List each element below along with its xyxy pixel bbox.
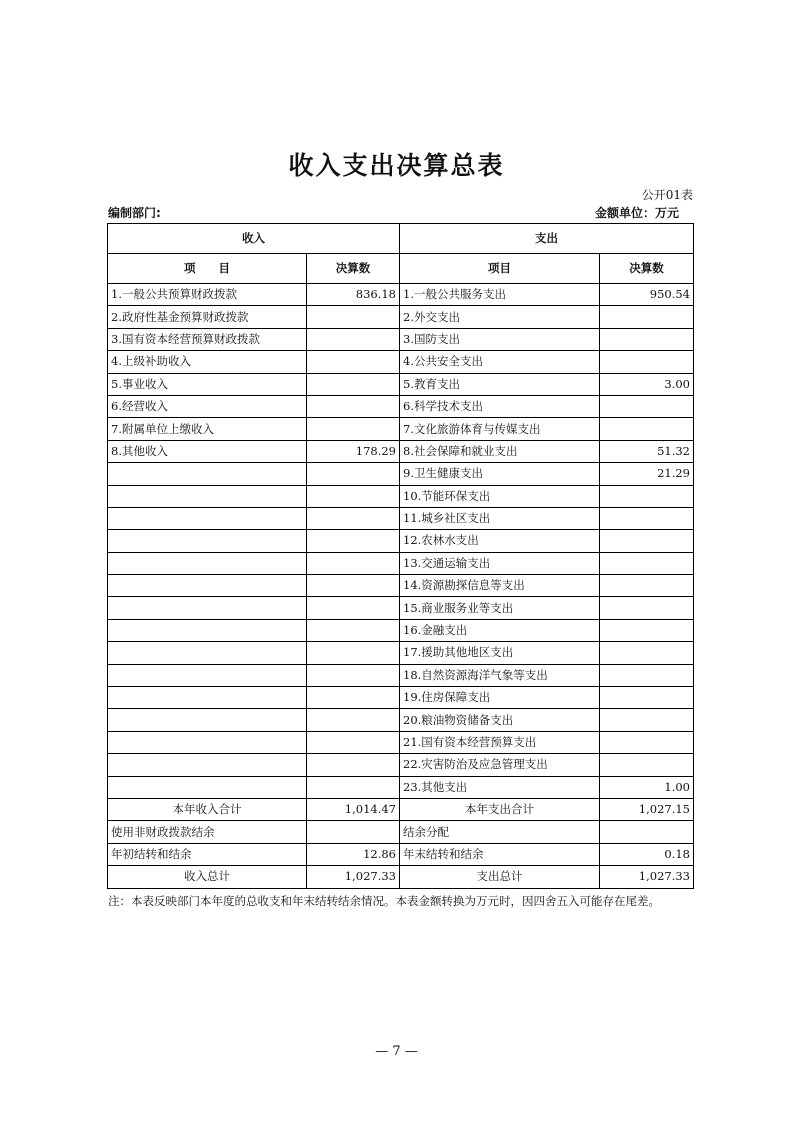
expense-amount-cell: 950.54: [600, 284, 694, 306]
expense-item-cell: 20.粮油物资储备支出: [400, 709, 600, 731]
table-row: [108, 597, 694, 619]
expense-amount-cell: [600, 709, 694, 731]
income-amount-cell: [307, 507, 400, 529]
table-row: [108, 485, 694, 507]
income-item-cell: 2.政府性基金预算财政拨款: [108, 306, 307, 328]
income-item-cell: 年初结转和结余: [108, 843, 307, 865]
expense-item-cell: 12.农林水支出: [400, 530, 600, 552]
expense-item-cell: 结余分配: [400, 821, 600, 843]
expense-item-cell: 10.节能环保支出: [400, 485, 600, 507]
expense-amount-cell: [600, 306, 694, 328]
income-amount-cell: 12.86: [307, 843, 400, 865]
expense-amount-cell: [600, 530, 694, 552]
income-amount-cell: [307, 776, 400, 798]
expense-amount-cell: [600, 485, 694, 507]
table-row: [108, 552, 694, 574]
income-amount-cell: 178.29: [307, 440, 400, 462]
income-item-cell: 6.经营收入: [108, 395, 307, 417]
table-row: [108, 418, 694, 440]
income-item-cell: 使用非财政拨款结余: [108, 821, 307, 843]
income-amount-cell: [307, 597, 400, 619]
table-row: [108, 731, 694, 753]
income-amount-cell: [307, 619, 400, 641]
table-row: [108, 440, 694, 462]
expense-item-cell: 14.资源勘探信息等支出: [400, 575, 600, 597]
table-row: [108, 530, 694, 552]
income-expense-table: [107, 223, 694, 889]
income-item-cell: 5.事业收入: [108, 373, 307, 395]
income-amount-cell: [307, 373, 400, 395]
table-row: [108, 687, 694, 709]
table-row: [108, 463, 694, 485]
expense-item-cell: 7.文化旅游体育与传媒支出: [400, 418, 600, 440]
income-amount-cell: [307, 351, 400, 373]
expense-item-cell: 1.一般公共服务支出: [400, 284, 600, 306]
table-row: [108, 642, 694, 664]
expense-item-cell: 19.住房保障支出: [400, 687, 600, 709]
expense-item-cell: 8.社会保障和就业支出: [400, 440, 600, 462]
income-item-cell: [108, 642, 307, 664]
expense-amount-cell: [600, 575, 694, 597]
income-amount-cell: [307, 754, 400, 776]
income-item-cell: 收入总计: [108, 866, 307, 888]
table-row: [108, 306, 694, 328]
expense-amount-cell: [600, 395, 694, 417]
income-amount-cell: [307, 463, 400, 485]
income-item-cell: [108, 552, 307, 574]
expense-amount-cell: 3.00: [600, 373, 694, 395]
expense-amount-cell: [600, 687, 694, 709]
table-row: [108, 709, 694, 731]
income-amount-cell: [307, 731, 400, 753]
table-row: [108, 373, 694, 395]
table-row: [108, 754, 694, 776]
expense-item-cell: 13.交通运输支出: [400, 552, 600, 574]
income-item-cell: [108, 731, 307, 753]
income-item-cell: 8.其他收入: [108, 440, 307, 462]
expense-amount-cell: 1.00: [600, 776, 694, 798]
expense-amount-cell: [600, 418, 694, 440]
expense-item-cell: 9.卫生健康支出: [400, 463, 600, 485]
expense-amount-header: 决算数: [600, 254, 694, 284]
income-amount-cell: [307, 485, 400, 507]
expense-item-cell: 支出总计: [400, 866, 600, 888]
table-row: [108, 507, 694, 529]
expense-item-cell: 15.商业服务业等支出: [400, 597, 600, 619]
dept-label: 编制部门:: [108, 206, 161, 220]
table-row: [108, 776, 694, 798]
income-amount-cell: [307, 642, 400, 664]
income-item-cell: 3.国有资本经营预算财政拨款: [108, 328, 307, 350]
expense-amount-cell: [600, 328, 694, 350]
expense-item-cell: 11.城乡社区支出: [400, 507, 600, 529]
income-item-cell: [108, 776, 307, 798]
income-amount-cell: 836.18: [307, 284, 400, 306]
expense-amount-cell: [600, 507, 694, 529]
expense-amount-cell: 51.32: [600, 440, 694, 462]
expense-amount-cell: 1,027.33: [600, 866, 694, 888]
income-item-cell: [108, 507, 307, 529]
expense-amount-cell: [600, 664, 694, 686]
form-code: 公开01表: [641, 188, 693, 202]
expense-amount-cell: [600, 597, 694, 619]
table-row: [108, 284, 694, 306]
expense-item-cell: 2.外交支出: [400, 306, 600, 328]
expense-item-cell: 6.科学技术支出: [400, 395, 600, 417]
expense-amount-cell: [600, 731, 694, 753]
income-item-cell: [108, 463, 307, 485]
expense-item-cell: 18.自然资源海洋气象等支出: [400, 664, 600, 686]
income-item-cell: [108, 709, 307, 731]
expense-amount-cell: [600, 351, 694, 373]
income-item-cell: [108, 619, 307, 641]
income-item-cell: 4.上级补助收入: [108, 351, 307, 373]
expense-group-header: 支出: [400, 224, 694, 254]
expense-item-cell: 16.金融支出: [400, 619, 600, 641]
income-amount-cell: [307, 418, 400, 440]
page-number: — 7 —: [375, 1044, 418, 1059]
expense-amount-cell: [600, 619, 694, 641]
expense-item-cell: 年末结转和结余: [400, 843, 600, 865]
income-item-cell: 1.一般公共预算财政拨款: [108, 284, 307, 306]
expense-amount-cell: 0.18: [600, 843, 694, 865]
table-row: [108, 395, 694, 417]
income-amount-cell: 1,027.33: [307, 866, 400, 888]
income-item-cell: 本年收入合计: [108, 798, 307, 820]
table-column-header-row: [108, 254, 694, 284]
expense-item-cell: 5.教育支出: [400, 373, 600, 395]
table-row: [108, 575, 694, 597]
income-item-cell: 7.附属单位上缴收入: [108, 418, 307, 440]
expense-item-header: 项目: [400, 254, 600, 284]
summary-row: [108, 866, 694, 888]
expense-amount-cell: [600, 821, 694, 843]
income-item-header: 项 目: [108, 254, 307, 284]
income-amount-cell: [307, 395, 400, 417]
page-title: 收入支出决算总表: [288, 151, 505, 180]
unit-label: 金额单位：万元: [594, 206, 679, 220]
expense-item-cell: 23.其他支出: [400, 776, 600, 798]
expense-amount-cell: [600, 552, 694, 574]
expense-item-cell: 22.灾害防治及应急管理支出: [400, 754, 600, 776]
income-item-cell: [108, 575, 307, 597]
income-amount-cell: [307, 552, 400, 574]
expense-item-cell: 4.公共安全支出: [400, 351, 600, 373]
expense-item-cell: 17.援助其他地区支出: [400, 642, 600, 664]
table-row: [108, 351, 694, 373]
income-item-cell: [108, 597, 307, 619]
income-amount-header: 决算数: [307, 254, 400, 284]
table-row: [108, 664, 694, 686]
expense-item-cell: 本年支出合计: [400, 798, 600, 820]
expense-item-cell: 3.国防支出: [400, 328, 600, 350]
income-group-header: 收入: [108, 224, 400, 254]
income-amount-cell: [307, 530, 400, 552]
table-row: [108, 328, 694, 350]
income-amount-cell: [307, 709, 400, 731]
expense-amount-cell: 21.29: [600, 463, 694, 485]
summary-row: [108, 843, 694, 865]
expense-amount-cell: [600, 754, 694, 776]
income-item-cell: [108, 754, 307, 776]
expense-amount-cell: [600, 642, 694, 664]
income-amount-cell: 1,014.47: [307, 798, 400, 820]
income-amount-cell: [307, 306, 400, 328]
income-item-cell: [108, 687, 307, 709]
income-amount-cell: [307, 821, 400, 843]
income-item-cell: [108, 530, 307, 552]
table-group-header-row: [108, 224, 694, 254]
income-amount-cell: [307, 575, 400, 597]
summary-row: [108, 798, 694, 820]
income-amount-cell: [307, 687, 400, 709]
income-amount-cell: [307, 328, 400, 350]
expense-item-cell: 21.国有资本经营预算支出: [400, 731, 600, 753]
income-amount-cell: [307, 664, 400, 686]
income-item-cell: [108, 485, 307, 507]
table-row: [108, 619, 694, 641]
expense-amount-cell: 1,027.15: [600, 798, 694, 820]
income-item-cell: [108, 664, 307, 686]
footnote: 注：本表反映部门本年度的总收支和年末结转结余情况。本表金额转换为万元时，因四舍五入可能存在尾差。: [108, 894, 660, 908]
summary-row: [108, 821, 694, 843]
